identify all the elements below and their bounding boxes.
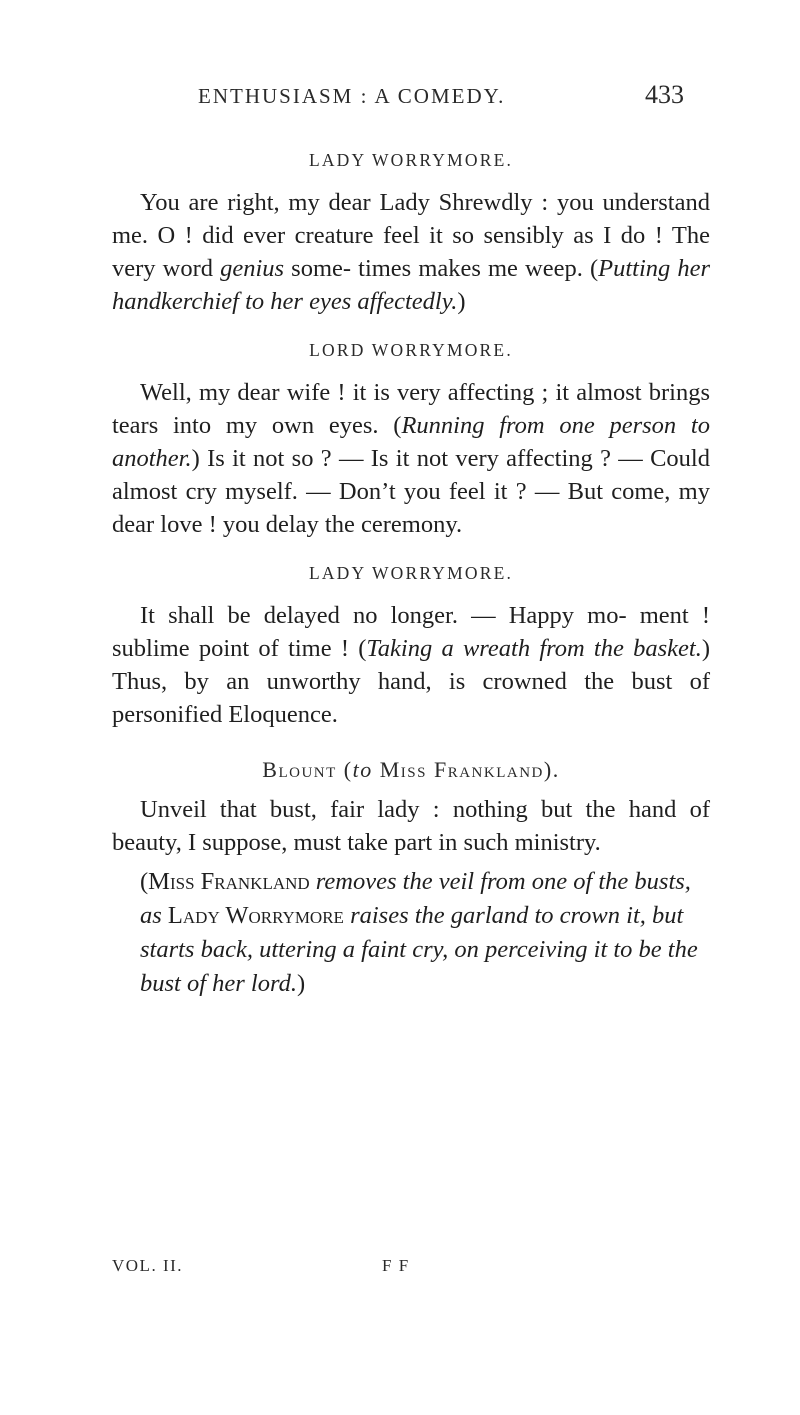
speech-text: ) Is it not so ? — Is it not very affecting ? — Could almost cry myself. — Don’t you feel it ? — But come, my dear love ! you delay the ceremony. <box>112 445 710 538</box>
stage-open-paren: ( <box>140 868 149 895</box>
text-block <box>112 150 710 1001</box>
speech-paragraph <box>112 376 710 541</box>
page-footer <box>112 1256 672 1276</box>
stage-direction-inline: Running from one person to another. <box>112 412 710 472</box>
running-title: ENTHUSIASM : A COMEDY. <box>198 84 506 108</box>
stage-close-paren: ) <box>297 970 306 997</box>
speech-text: You are right, my dear Lady Shrewdly : you understand me. O ! did ever creature feel it so sensibly as I do ! The very word <box>112 189 710 282</box>
speaker-direction: to <box>352 757 373 782</box>
speech-text: Unveil that bust, fair lady : nothing but the hand of beauty, I suppose, must take part in such ministry. <box>112 796 710 856</box>
stage-direction-block <box>112 865 710 1001</box>
stage-direction-text: raises the garland to crown it, but starts back, uttering a faint cry, on perceiving it to be the bust of her lord. <box>140 902 698 997</box>
stage-character-name: Miss Frankland <box>148 868 310 895</box>
stage-direction-text: removes the veil from one of the busts, as <box>140 868 691 929</box>
speaker-heading: LADY WORRYMORE. <box>308 563 514 583</box>
speech-paragraph <box>112 793 710 859</box>
speaker-target: Miss Frankland <box>379 757 544 782</box>
signature-mark: F F <box>382 1256 410 1275</box>
speech-paragraph <box>112 186 710 318</box>
speaker-heading: Blount (to Miss Frankland). <box>262 757 560 782</box>
speaker-heading: LADY WORRYMORE. <box>308 150 514 170</box>
speaker-heading: LORD WORRYMORE. <box>309 340 513 360</box>
stage-character-name: Lady Worrymore <box>167 902 344 929</box>
speaker-name: Blount <box>262 757 337 782</box>
speech-text: ) Thus, by an unworthy hand, is crowned the bust of personified Eloquence. <box>112 635 710 728</box>
volume-label: VOL. II. <box>112 1256 184 1275</box>
speech-text: ) <box>457 288 466 315</box>
stage-direction-inline: Putting her handkerchief to her eyes affectedly. <box>112 255 711 315</box>
speech-text: It shall be delayed no longer. — Happy mo- ment ! sublime point of time ! ( <box>112 602 710 662</box>
stage-direction-inline: Taking a wreath from the basket. <box>366 635 702 662</box>
speech-text: Well, my dear wife ! it is very affecting ; it almost brings tears into my own eyes. ( <box>112 379 710 439</box>
speech-emphasis: genius <box>220 255 285 282</box>
page-number: 433 <box>645 80 684 109</box>
speech-text: some- times makes me weep. ( <box>284 255 599 282</box>
speech-paragraph <box>112 599 710 731</box>
